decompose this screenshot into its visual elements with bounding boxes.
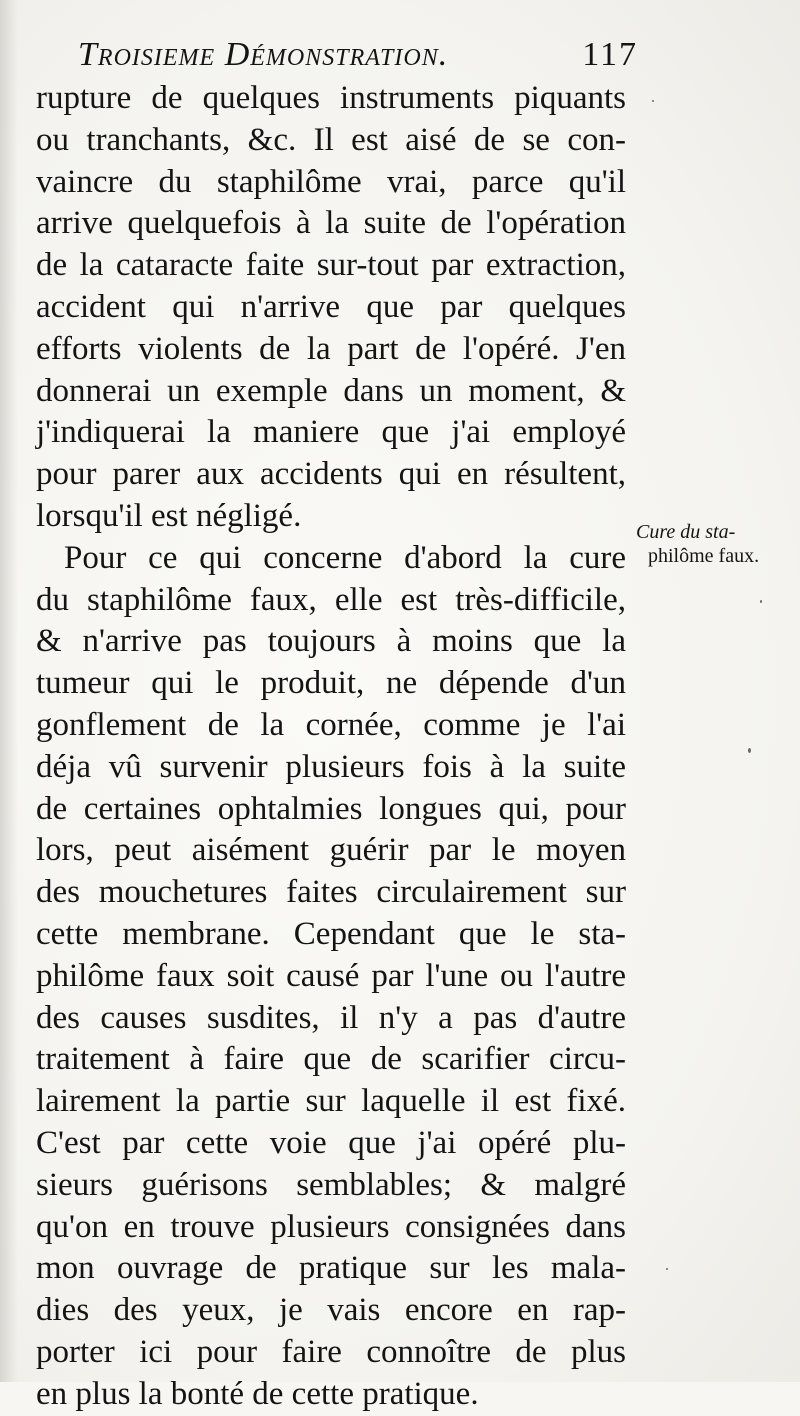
- text-line: dies des yeux, je vais encore en rap-: [36, 1292, 626, 1329]
- ink-speck: [748, 748, 751, 753]
- text-line: efforts violents de la part de l'opéré. J'en: [36, 330, 626, 367]
- marginal-note: [636, 520, 786, 568]
- text-line: arrive quelquefois à la suite de l'opération: [36, 205, 626, 242]
- text-line: de la cataracte faite sur-tout par extraction,: [36, 247, 626, 284]
- text-line: des mouchetures faites circulairement sur: [36, 874, 626, 911]
- text-line: gonflement de la cornée, comme je l'ai: [36, 706, 626, 743]
- text-line: lairement la partie sur laquelle il est fixé.: [36, 1083, 626, 1120]
- ink-speck: [652, 100, 654, 102]
- text-line: vaincre du staphilôme vrai, parce qu'il: [36, 163, 626, 200]
- text-line: ou tranchants, &c. Il est aisé de se con-: [36, 121, 626, 158]
- text-line: C'est par cette voie que j'ai opéré plu-: [36, 1124, 626, 1161]
- text-line: tumeur qui le produit, ne dépende d'un: [36, 665, 626, 702]
- text-line: pour parer aux accidents qui en résultent,: [36, 456, 626, 493]
- ink-speck: [760, 600, 762, 603]
- text-line: cette membrane. Cependant que le sta-: [36, 915, 626, 952]
- body-text: [36, 78, 626, 1416]
- text-line: donnerai un exemple dans un moment, &: [36, 372, 626, 409]
- gutter-shadow: [0, 0, 18, 1382]
- text-line: rupture de quelques instruments piquants: [36, 80, 626, 116]
- text-line: j'indiquerai la maniere que j'ai employé: [36, 414, 626, 451]
- text-line: accident qui n'arrive que par quelques: [36, 288, 626, 325]
- marginal-note-line: philôme faux.: [648, 545, 760, 567]
- paragraph-start-line: Pour ce qui concerne d'abord la cure: [64, 539, 626, 576]
- text-line: qu'on en trouve plusieurs consignées dans: [36, 1208, 626, 1245]
- running-head: [78, 30, 638, 80]
- running-head-title: Troisieme Démonstration.: [78, 36, 449, 73]
- text-line: sieurs guérisons semblables; & malgré: [36, 1166, 626, 1203]
- text-line: de certaines ophtalmies longues qui, pour: [36, 790, 626, 827]
- text-line: philôme faux soit causé par l'une ou l'autre: [36, 957, 626, 994]
- marginal-note-line: Cure du sta-: [636, 521, 736, 543]
- text-line: lorsqu'il est négligé.: [36, 497, 302, 534]
- text-line: des causes susdites, il n'y a pas d'autre: [36, 999, 626, 1036]
- text-line: porter ici pour faire connoître de plus: [36, 1333, 626, 1370]
- text-line: du staphilôme faux, elle est très-difficile,: [36, 581, 626, 618]
- text-line: & n'arrive pas toujours à moins que la: [36, 623, 626, 660]
- ink-speck: [666, 1268, 668, 1270]
- text-line: traitement à faire que de scarifier circu-: [36, 1041, 626, 1078]
- text-line: déja vû survenir plusieurs fois à la suite: [36, 748, 626, 785]
- text-line: lors, peut aisément guérir par le moyen: [36, 832, 626, 869]
- text-line: mon ouvrage de pratique sur les mala-: [36, 1250, 626, 1287]
- text-line: en plus la bonté de cette pratique.: [36, 1375, 479, 1412]
- page-number: 117: [582, 36, 638, 73]
